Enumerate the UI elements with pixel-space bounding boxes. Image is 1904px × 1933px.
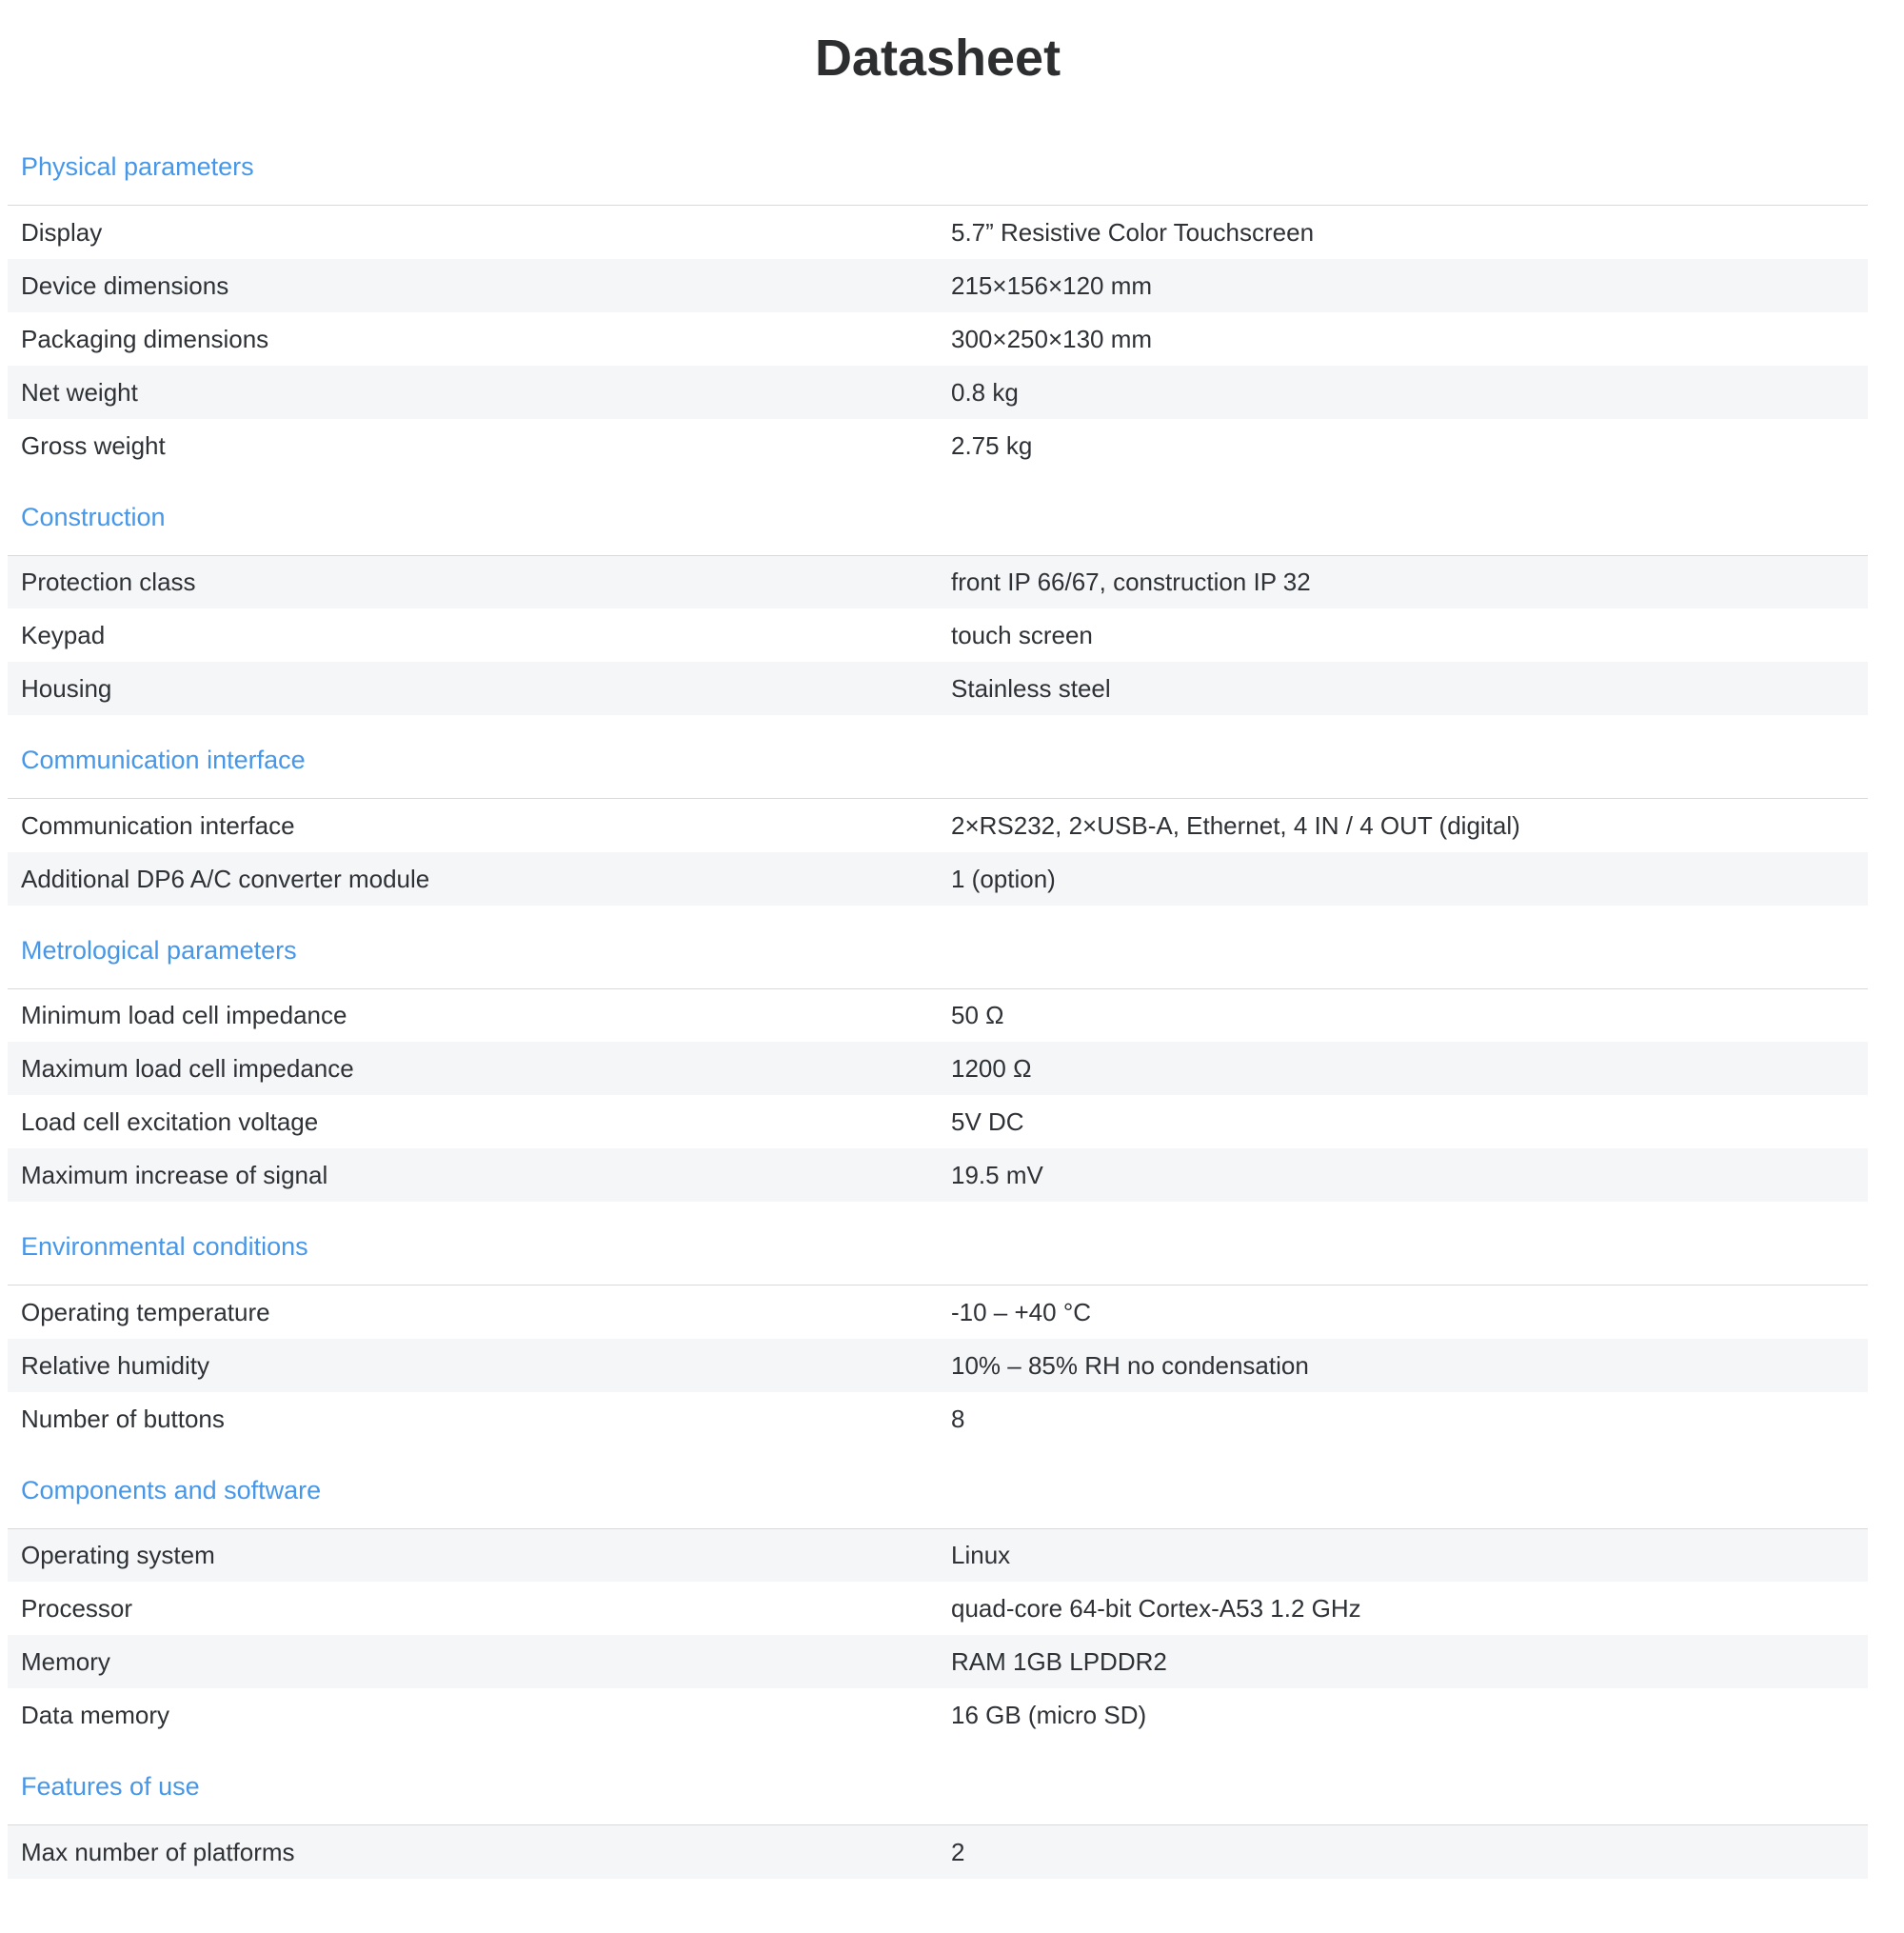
spec-label: Maximum increase of signal	[21, 1161, 328, 1189]
section-components-and-software	[8, 1474, 1868, 1743]
spec-label: Housing	[21, 674, 112, 703]
spec-label: Processor	[21, 1594, 133, 1623]
spec-value: front IP 66/67, construction IP 32	[951, 568, 1311, 597]
spec-row	[8, 555, 1868, 608]
spec-value: 1 (option)	[951, 864, 1056, 893]
spec-table	[8, 988, 1868, 1203]
spec-label: Operating temperature	[21, 1297, 270, 1326]
spec-value: 16 GB (micro SD)	[951, 1701, 1147, 1729]
spec-value: 19.5 mV	[951, 1161, 1043, 1189]
spec-value: 2.75 kg	[951, 430, 1033, 460]
spec-row	[8, 366, 1868, 419]
spec-value: 2×RS232, 2×USB-A, Ethernet, 4 IN / 4 OUT (digital)	[951, 810, 1520, 840]
spec-value: 0.8 kg	[951, 377, 1019, 407]
section-title: Communication interface	[21, 746, 306, 774]
spec-label: Data memory	[21, 1701, 170, 1729]
section-title: Metrological parameters	[21, 935, 297, 965]
spec-label: Display	[21, 217, 103, 247]
spec-value: 8	[951, 1404, 965, 1433]
spec-label: Gross weight	[21, 430, 166, 460]
spec-table	[8, 205, 1868, 472]
spec-value: 1200 Ω	[951, 1054, 1032, 1083]
spec-row	[8, 206, 1868, 259]
spec-value: Stainless steel	[951, 674, 1111, 703]
spec-value: 2	[951, 1837, 965, 1866]
section-title: Environmental conditions	[21, 1232, 308, 1261]
spec-value: 10% – 85% RH no condensation	[951, 1350, 1309, 1380]
spec-value: RAM 1GB LPDDR2	[951, 1647, 1167, 1676]
section-title: Physical parameters	[21, 152, 254, 181]
spec-row	[8, 259, 1868, 312]
spec-row	[8, 852, 1868, 906]
spec-label: Relative humidity	[21, 1350, 209, 1380]
spec-value: 215×156×120 mm	[951, 270, 1153, 300]
section-construction	[8, 501, 1868, 716]
spec-row	[8, 608, 1868, 662]
page-title: Datasheet	[814, 30, 1061, 87]
spec-row	[8, 1148, 1868, 1202]
spec-value: 50 Ω	[951, 1001, 1004, 1030]
spec-row	[8, 1688, 1868, 1742]
spec-row	[8, 1042, 1868, 1095]
spec-label: Net weight	[21, 377, 138, 407]
spec-label: Load cell excitation voltage	[21, 1107, 319, 1136]
spec-value: Linux	[951, 1541, 1011, 1570]
spec-table	[8, 555, 1868, 716]
spec-label: Communication interface	[21, 810, 295, 840]
section-metrological-parameters	[8, 934, 1868, 1203]
spec-value: quad-core 64-bit Cortex-A53 1.2 GHz	[951, 1594, 1361, 1623]
section-environmental-conditions	[8, 1230, 1868, 1445]
spec-row	[8, 799, 1868, 852]
spec-row	[8, 1635, 1868, 1688]
spec-value: 5V DC	[951, 1107, 1024, 1136]
spec-label: Number of buttons	[21, 1404, 225, 1433]
spec-label: Additional DP6 A/C converter module	[21, 864, 430, 893]
spec-value: -10 – +40 °C	[951, 1297, 1091, 1326]
section-features-of-use	[8, 1770, 1868, 1879]
section-physical-parameters	[8, 150, 1868, 472]
spec-label: Maximum load cell impedance	[21, 1054, 354, 1083]
spec-row	[8, 1392, 1868, 1445]
spec-label: Memory	[21, 1647, 110, 1676]
spec-value: 300×250×130 mm	[951, 324, 1153, 353]
spec-value: touch screen	[951, 621, 1093, 649]
spec-row	[8, 1825, 1868, 1879]
spec-row	[8, 1582, 1868, 1635]
spec-row	[8, 419, 1868, 472]
spec-row	[8, 662, 1868, 715]
spec-table	[8, 1528, 1868, 1743]
spec-label: Device dimensions	[21, 270, 229, 300]
spec-row	[8, 1528, 1868, 1582]
spec-table	[8, 1824, 1868, 1879]
spec-row	[8, 312, 1868, 366]
spec-label: Packaging dimensions	[21, 324, 269, 353]
spec-value: 5.7” Resistive Color Touchscreen	[951, 217, 1315, 247]
section-title: Construction	[21, 502, 166, 531]
spec-label: Max number of platforms	[21, 1837, 295, 1866]
section-title: Components and software	[21, 1475, 322, 1505]
spec-row	[8, 988, 1868, 1042]
spec-table	[8, 1285, 1868, 1445]
spec-label: Minimum load cell impedance	[21, 1001, 347, 1030]
spec-label: Operating system	[21, 1541, 215, 1570]
spec-row	[8, 1285, 1868, 1339]
section-communication-interface	[8, 744, 1868, 906]
spec-label: Protection class	[21, 568, 196, 597]
spec-row	[8, 1339, 1868, 1392]
spec-label: Keypad	[21, 621, 106, 649]
spec-row	[8, 1095, 1868, 1148]
section-title: Features of use	[21, 1772, 200, 1801]
spec-table	[8, 798, 1868, 906]
